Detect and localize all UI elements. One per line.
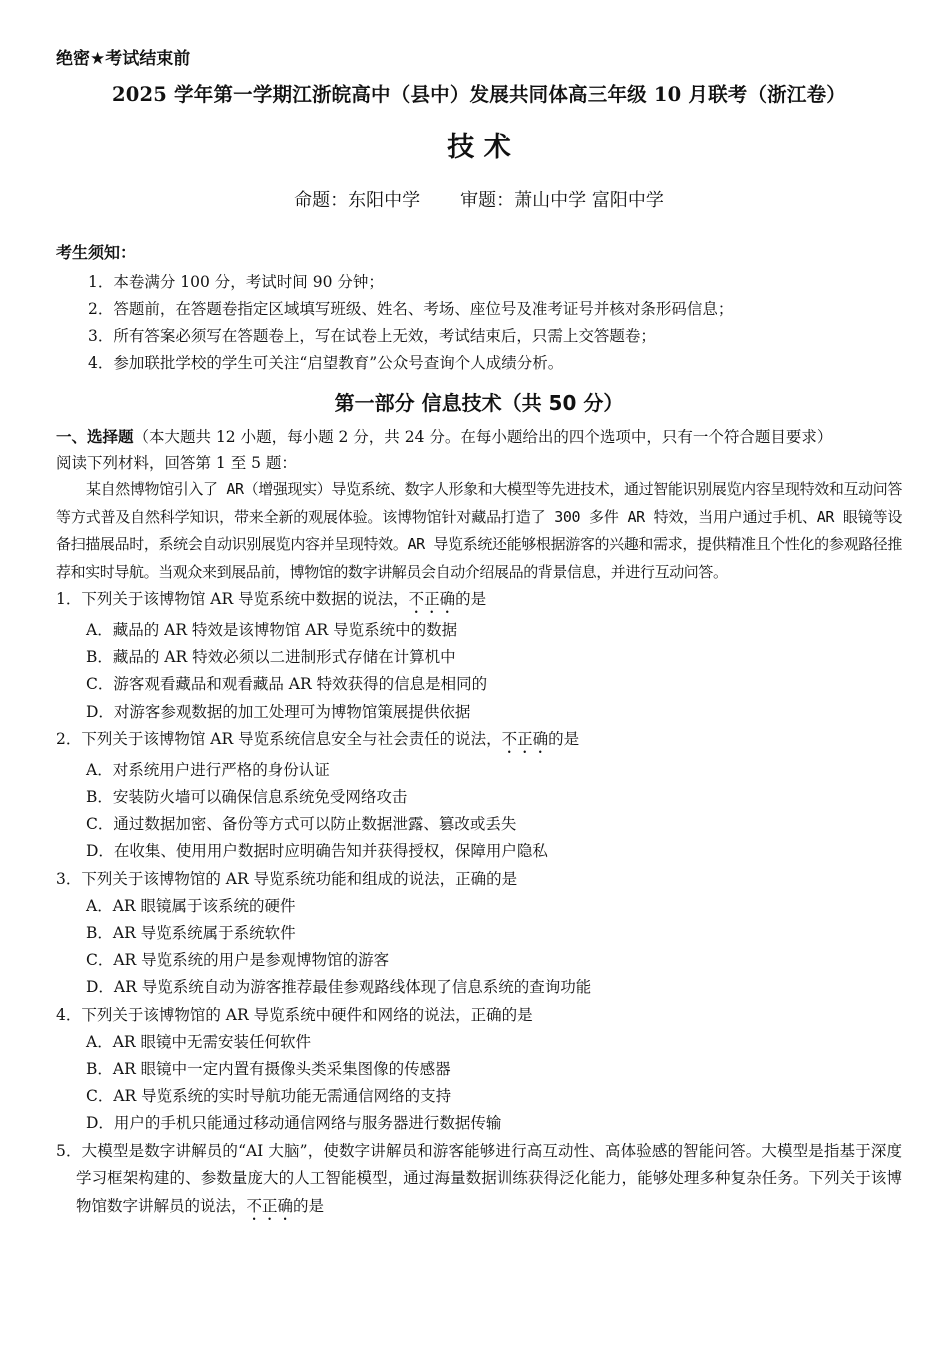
confidential-label: 绝密★考试结束前 [56,49,191,69]
option-c: C．通过数据加密、备份等方式可以防止数据泄露、篡改或丢失 [86,815,517,834]
question-5 [56,1138,902,1224]
emphasis-mark: 不正确 [408,590,456,608]
option-b: B．安装防火墙可以确保信息系统免受网络攻击 [86,788,408,807]
subject-title: 技 术 [447,132,511,163]
option-d: D．用户的手机只能通过移动通信网络与服务器进行数据传输 [86,1114,502,1133]
option-c: C．AR 导览系统的用户是参观博物馆的游客 [86,951,390,970]
option-d: D．在收集、使用用户数据时应明确告知并获得授权，保障用户隐私 [86,842,548,861]
notice-list [88,269,902,377]
question-4 [56,1002,902,1138]
notice-item: 1．本卷满分 100 分，考试时间 90 分钟； [88,273,384,291]
section-heading [56,424,902,450]
question-stem: 3．下列关于该博物馆的 AR 导览系统功能和组成的说法，正确的是 [56,869,518,888]
question-3 [56,866,902,1002]
option-d: D．对游客参观数据的加工处理可为博物馆策展提供依据 [86,702,471,721]
option-c: C．游客观看藏品和观看藏品 AR 特效获得的信息是相同的 [86,675,488,694]
part-title: 第一部分 信息技术（共 50 分） [334,391,624,415]
option-d: D．AR 导览系统自动为游客推荐最佳参观路线体现了信息系统的查询功能 [86,978,592,997]
option-c: C．AR 导览系统的实时导航功能无需通信网络的支持 [86,1087,452,1106]
option-a: A．藏品的 AR 特效是该博物馆 AR 导览系统中的数据 [86,621,458,639]
author-reviewer: 审题：萧山中学 富阳中学 [460,190,664,211]
question-stem: 5．大模型是数字讲解员的“AI 大脑”，使数字讲解员和游客能够进行高互动性、高体验感的智能问答。大模型是指基于深度学习框架构建的、参数量庞大的人工智能模型，通过海量数据训练获得泛化能力，能够处理多种复杂任务。下列关于该博物馆数字讲解员的说法，不正确的是 [56,1141,902,1215]
authors-line [56,186,902,212]
read-instruction: 阅读下列材料，回答第 1 至 5 题： [56,454,297,472]
question-stem: 1．下列关于该博物馆 AR 导览系统中数据的说法，不正确的是 [56,590,487,608]
question-stem: 4．下列关于该博物馆的 AR 导览系统中硬件和网络的说法，正确的是 [56,1005,533,1024]
section-desc: （本大题共 12 小题，每小题 2 分，共 24 分。在每小题给出的四个选项中，只有一个符合题目要求） [133,428,833,446]
option-b: B．藏品的 AR 特效必须以二进制形式存储在计算机中 [86,648,456,667]
option-b: B．AR 导览系统属于系统软件 [86,924,296,943]
notice-item: 4．参加联批学校的学生可关注“启望教育”公众号查询个人成绩分析。 [88,354,564,372]
reading-material: 某自然博物馆引入了 AR（增强现实）导览系统、数字人形象和大模型等先进技术，通过智能识别展览内容呈现特效和互动问答等方式普及自然科学知识，带来全新的观展体验。该博物馆针对藏品打造了 300 多件 AR 特效，当用户通过手机、AR 眼镜等设备扫描展品时，系统会自动识别展览内容并呈现特效。AR 导览系统还能够根据游客的兴趣和需求，提供精准且个性化的参观路径推荐和实时导航。当观众来到展品前，博物馆的数字讲解员会自动介绍展品的背景信息，并进行互动问答。 [56,480,902,581]
option-a: A．对系统用户进行严格的身份认证 [86,760,330,779]
question-stem: 2．下列关于该博物馆 AR 导览系统信息安全与社会责任的说法，不正确的是 [56,729,580,748]
question-1 [56,586,902,726]
emphasis-mark: 不正确 [246,1196,294,1215]
exam-title: 2025 学年第一学期江浙皖高中（县中）发展共同体高三年级 10 月联考（浙江卷） [112,83,846,106]
question-2 [56,726,902,866]
notice-item: 3．所有答案必须写在答题卷上，写在试卷上无效，考试结束后，只需上交答题卷； [88,327,656,345]
section-label: 一、选择题 [56,428,134,446]
author-setter: 命题：东阳中学 [294,190,421,211]
notice-item: 2．答题前，在答题卷指定区域填写班级、姓名、考场、座位号及准考证号并核对条形码信息； [88,300,734,318]
emphasis-mark: 不正确 [501,729,549,748]
option-a: A．AR 眼镜属于该系统的硬件 [86,896,296,915]
notice-title: 考生须知： [56,243,137,262]
option-b: B．AR 眼镜中一定内置有摄像头类采集图像的传感器 [86,1060,451,1079]
option-a: A．AR 眼镜中无需安装任何软件 [86,1032,311,1051]
